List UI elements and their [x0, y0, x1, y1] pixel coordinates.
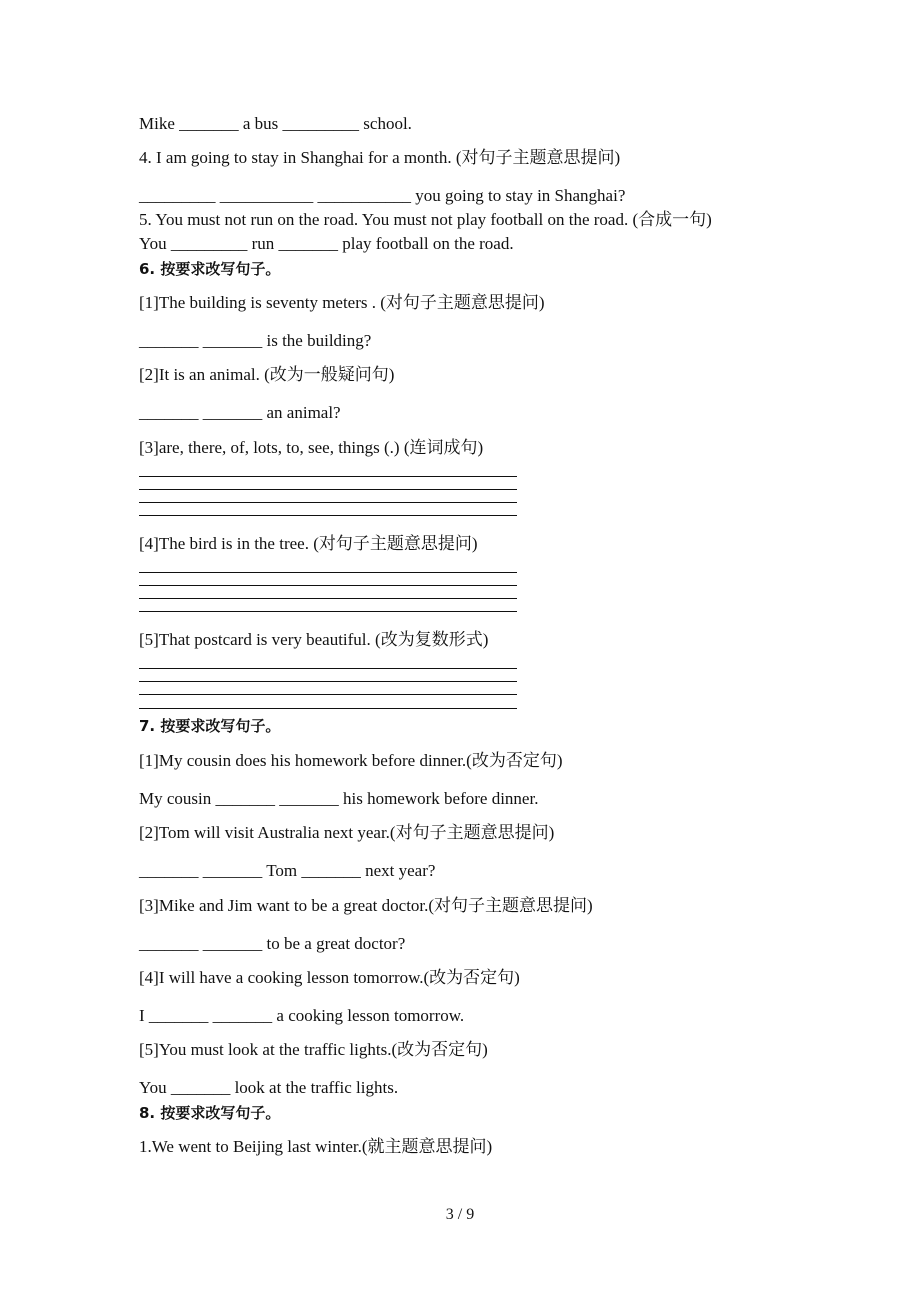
answer-line: I _______ _______ a cooking lesson tomorrow. — [139, 1006, 465, 1025]
section-8-heading: 8. 按要求改写句子。 — [139, 1104, 281, 1122]
answer-line: _______ _______ to be a great doctor? — [139, 934, 406, 953]
question-6-3: [3]are, there, of, lots, to, see, things (.) (连词成句) — [139, 438, 484, 457]
question-7-2: [2]Tom will visit Australia next year.(对句子主题意思提问) — [139, 823, 555, 842]
answer-rule — [139, 515, 517, 516]
question-7-5: [5]You must look at the traffic lights.(改为否定句) — [139, 1040, 488, 1059]
answer-line: You _________ run _______ play football on the road. — [139, 234, 514, 253]
question-7-3: [3]Mike and Jim want to be a great doctor.(对句子主题意思提问) — [139, 896, 593, 915]
answer-line: _________ ___________ ___________ you going to stay in Shanghai? — [139, 186, 626, 205]
question-8-1: 1.We went to Beijing last winter.(就主题意思提问) — [139, 1137, 493, 1156]
answer-rule — [139, 694, 517, 695]
question-6-4: [4]The bird is in the tree. (对句子主题意思提问) — [139, 534, 478, 553]
question-7-4: [4]I will have a cooking lesson tomorrow.(改为否定句) — [139, 968, 520, 987]
section-6-heading: 6. 按要求改写句子。 — [139, 260, 281, 278]
question-5: 5. You must not run on the road. You must not play football on the road. (合成一句) — [139, 210, 712, 229]
answer-rule — [139, 572, 517, 573]
question-6-1: [1]The building is seventy meters . (对句子主题意思提问) — [139, 293, 545, 312]
answer-rule — [139, 489, 517, 490]
question-7-1: [1]My cousin does his homework before dinner.(改为否定句) — [139, 751, 563, 770]
question-4: 4. I am going to stay in Shanghai for a month. (对句子主题意思提问) — [139, 148, 621, 167]
answer-rule — [139, 708, 517, 709]
answer-rule — [139, 681, 517, 682]
answer-rule — [139, 476, 517, 477]
page-number: 3 / 9 — [445, 1206, 475, 1223]
text-line: Mike _______ a bus _________ school. — [139, 114, 412, 133]
answer-line: You _______ look at the traffic lights. — [139, 1078, 399, 1097]
answer-line: My cousin _______ _______ his homework before dinner. — [139, 789, 539, 808]
question-6-2: [2]It is an animal. (改为一般疑问句) — [139, 365, 395, 384]
answer-rule — [139, 611, 517, 612]
answer-line: _______ _______ an animal? — [139, 403, 341, 422]
answer-rule — [139, 585, 517, 586]
answer-line: _______ _______ Tom _______ next year? — [139, 861, 436, 880]
answer-rule — [139, 502, 517, 503]
answer-rule — [139, 598, 517, 599]
section-7-heading: 7. 按要求改写句子。 — [139, 717, 281, 735]
question-6-5: [5]That postcard is very beautiful. (改为复数形式) — [139, 630, 489, 649]
answer-rule — [139, 668, 517, 669]
answer-line: _______ _______ is the building? — [139, 331, 372, 350]
